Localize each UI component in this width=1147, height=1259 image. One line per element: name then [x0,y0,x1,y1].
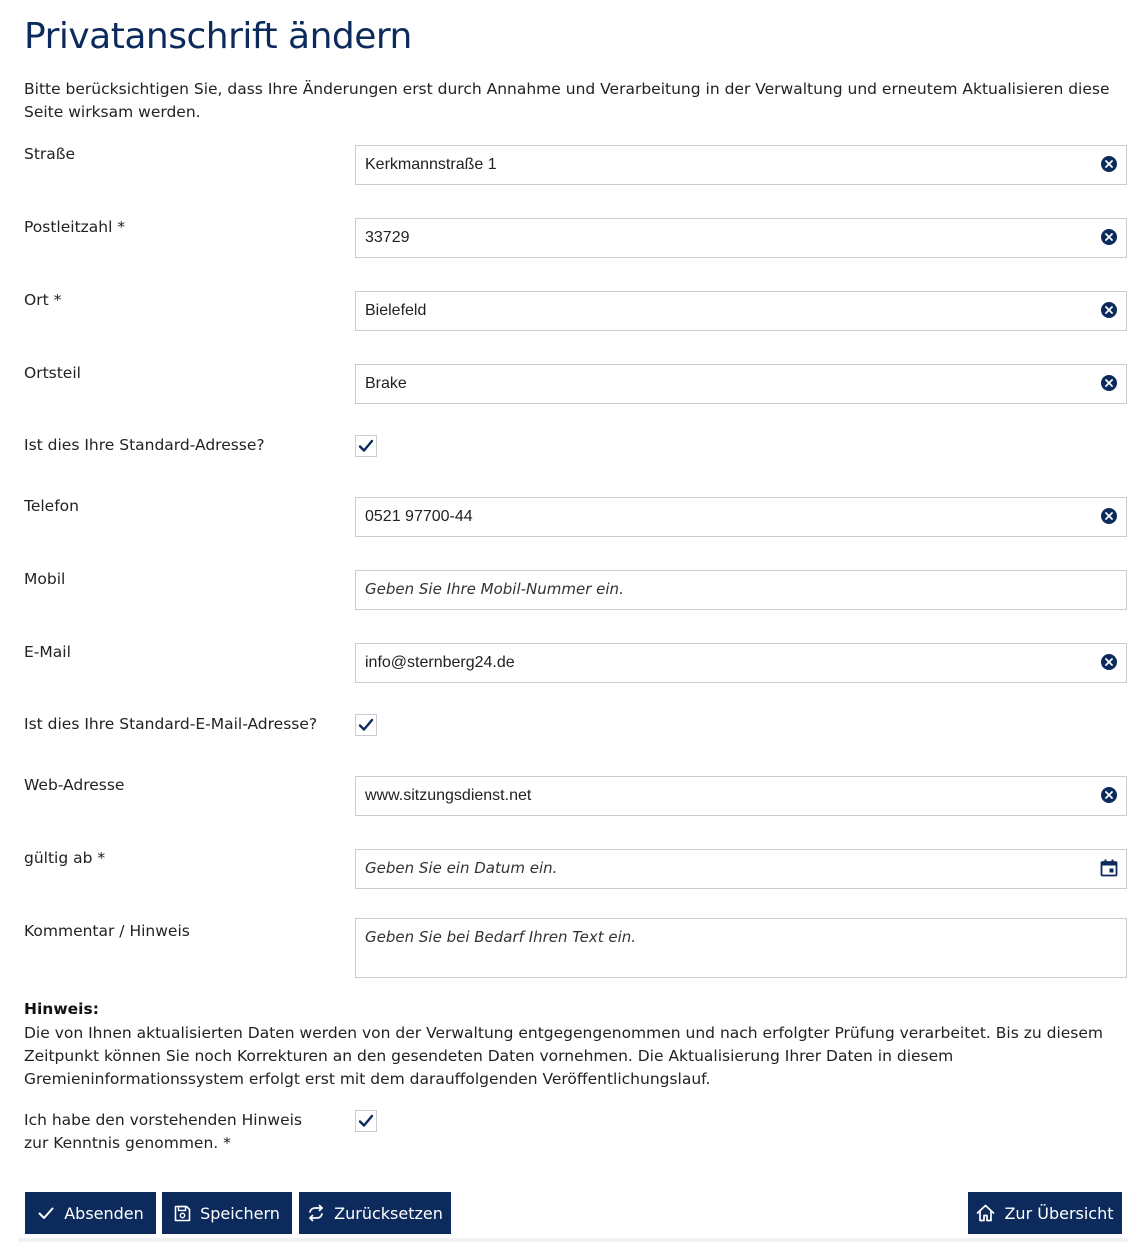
plz-field-wrapper [355,218,1127,258]
clear-icon[interactable] [1101,508,1117,524]
gueltig-ab-input[interactable] [356,850,1126,888]
overview-button[interactable] [968,1192,1122,1234]
clear-icon[interactable] [1101,375,1117,391]
calendar-icon[interactable] [1100,859,1118,877]
clear-icon[interactable] [1101,654,1117,670]
overview-button-label: Zur Übersicht [1004,1203,1114,1223]
submit-button[interactable] [25,1192,156,1234]
standard-email-label: Ist dies Ihre Standard-E-Mail-Adresse? [24,715,318,733]
ortsteil-input[interactable] [356,365,1126,403]
email-field-wrapper [355,643,1127,683]
telefon-label: Telefon [24,497,79,515]
email-label: E-Mail [24,643,71,661]
hint-text: Die von Ihnen aktualisierten Daten werden von der Verwaltung entgegengenommen und nach erfolgter Prüfung verarbeitet. Bis zu diesem Zeitpunkt können Sie noch Korrekturen an den gesendeten Daten vornehmen. Die Aktualisierung Ihrer Daten in diesem Gremieninformationssystem erfolgt erst mit dem darauffolgenden Veröffentlichungslauf. [24,1024,1103,1088]
web-label: Web-Adresse [24,776,125,794]
clear-icon[interactable] [1101,156,1117,172]
gueltig-ab-label: gültig ab * [24,849,106,867]
footer-divider [18,1238,1128,1242]
standard-adresse-checkbox[interactable] [355,435,377,457]
mobil-input[interactable] [356,571,1126,609]
ort-input[interactable] [356,292,1126,330]
home-icon [976,1204,995,1222]
refresh-arrows-icon [307,1204,325,1222]
mobil-label: Mobil [24,570,66,588]
intro-text: Bitte berücksichtigen Sie, dass Ihre Änderungen erst durch Annahme und Verarbeitung in der Verwaltung und erneutem Aktualisieren diese Seite wirksam werden. [24,80,1110,121]
standard-email-checkbox[interactable] [355,714,377,736]
page-title: Privatanschrift ändern [24,16,412,57]
checkmark-icon [37,1204,55,1222]
reset-button[interactable] [299,1192,451,1234]
telefon-field-wrapper [355,497,1127,537]
web-input[interactable] [356,777,1126,815]
kommentar-textarea[interactable] [356,919,1126,977]
strasse-field-wrapper [355,145,1127,185]
hint-title: Hinweis: [24,1000,99,1018]
clear-icon[interactable] [1101,787,1117,803]
reset-button-label: Zurücksetzen [334,1203,443,1223]
clear-icon[interactable] [1101,229,1117,245]
ortsteil-label: Ortsteil [24,364,81,382]
submit-button-label: Absenden [64,1203,144,1223]
ort-field-wrapper [355,291,1127,331]
confirm-checkbox[interactable] [355,1110,377,1132]
web-field-wrapper [355,776,1127,816]
telefon-input[interactable] [356,498,1126,536]
standard-adresse-label: Ist dies Ihre Standard-Adresse? [24,436,265,454]
gueltig-ab-field-wrapper [355,849,1127,889]
checkmark-icon [358,438,374,454]
strasse-label: Straße [24,145,76,163]
plz-label: Postleitzahl * [24,218,126,236]
plz-input[interactable] [356,219,1126,257]
clear-icon[interactable] [1101,302,1117,318]
strasse-input[interactable] [356,146,1126,184]
checkmark-icon [358,717,374,733]
confirm-label: Ich habe den vorstehenden Hinweis zur Kenntnis genommen. * [24,1111,303,1152]
mobil-field-wrapper [355,570,1127,610]
save-button[interactable] [162,1192,292,1234]
checkmark-icon [358,1113,374,1129]
kommentar-field-wrapper [355,918,1127,978]
ortsteil-field-wrapper [355,364,1127,404]
email-input[interactable] [356,644,1126,682]
ort-label: Ort * [24,291,62,309]
save-button-label: Speichern [200,1203,280,1223]
kommentar-label: Kommentar / Hinweis [24,922,190,940]
floppy-disk-icon [174,1205,191,1222]
